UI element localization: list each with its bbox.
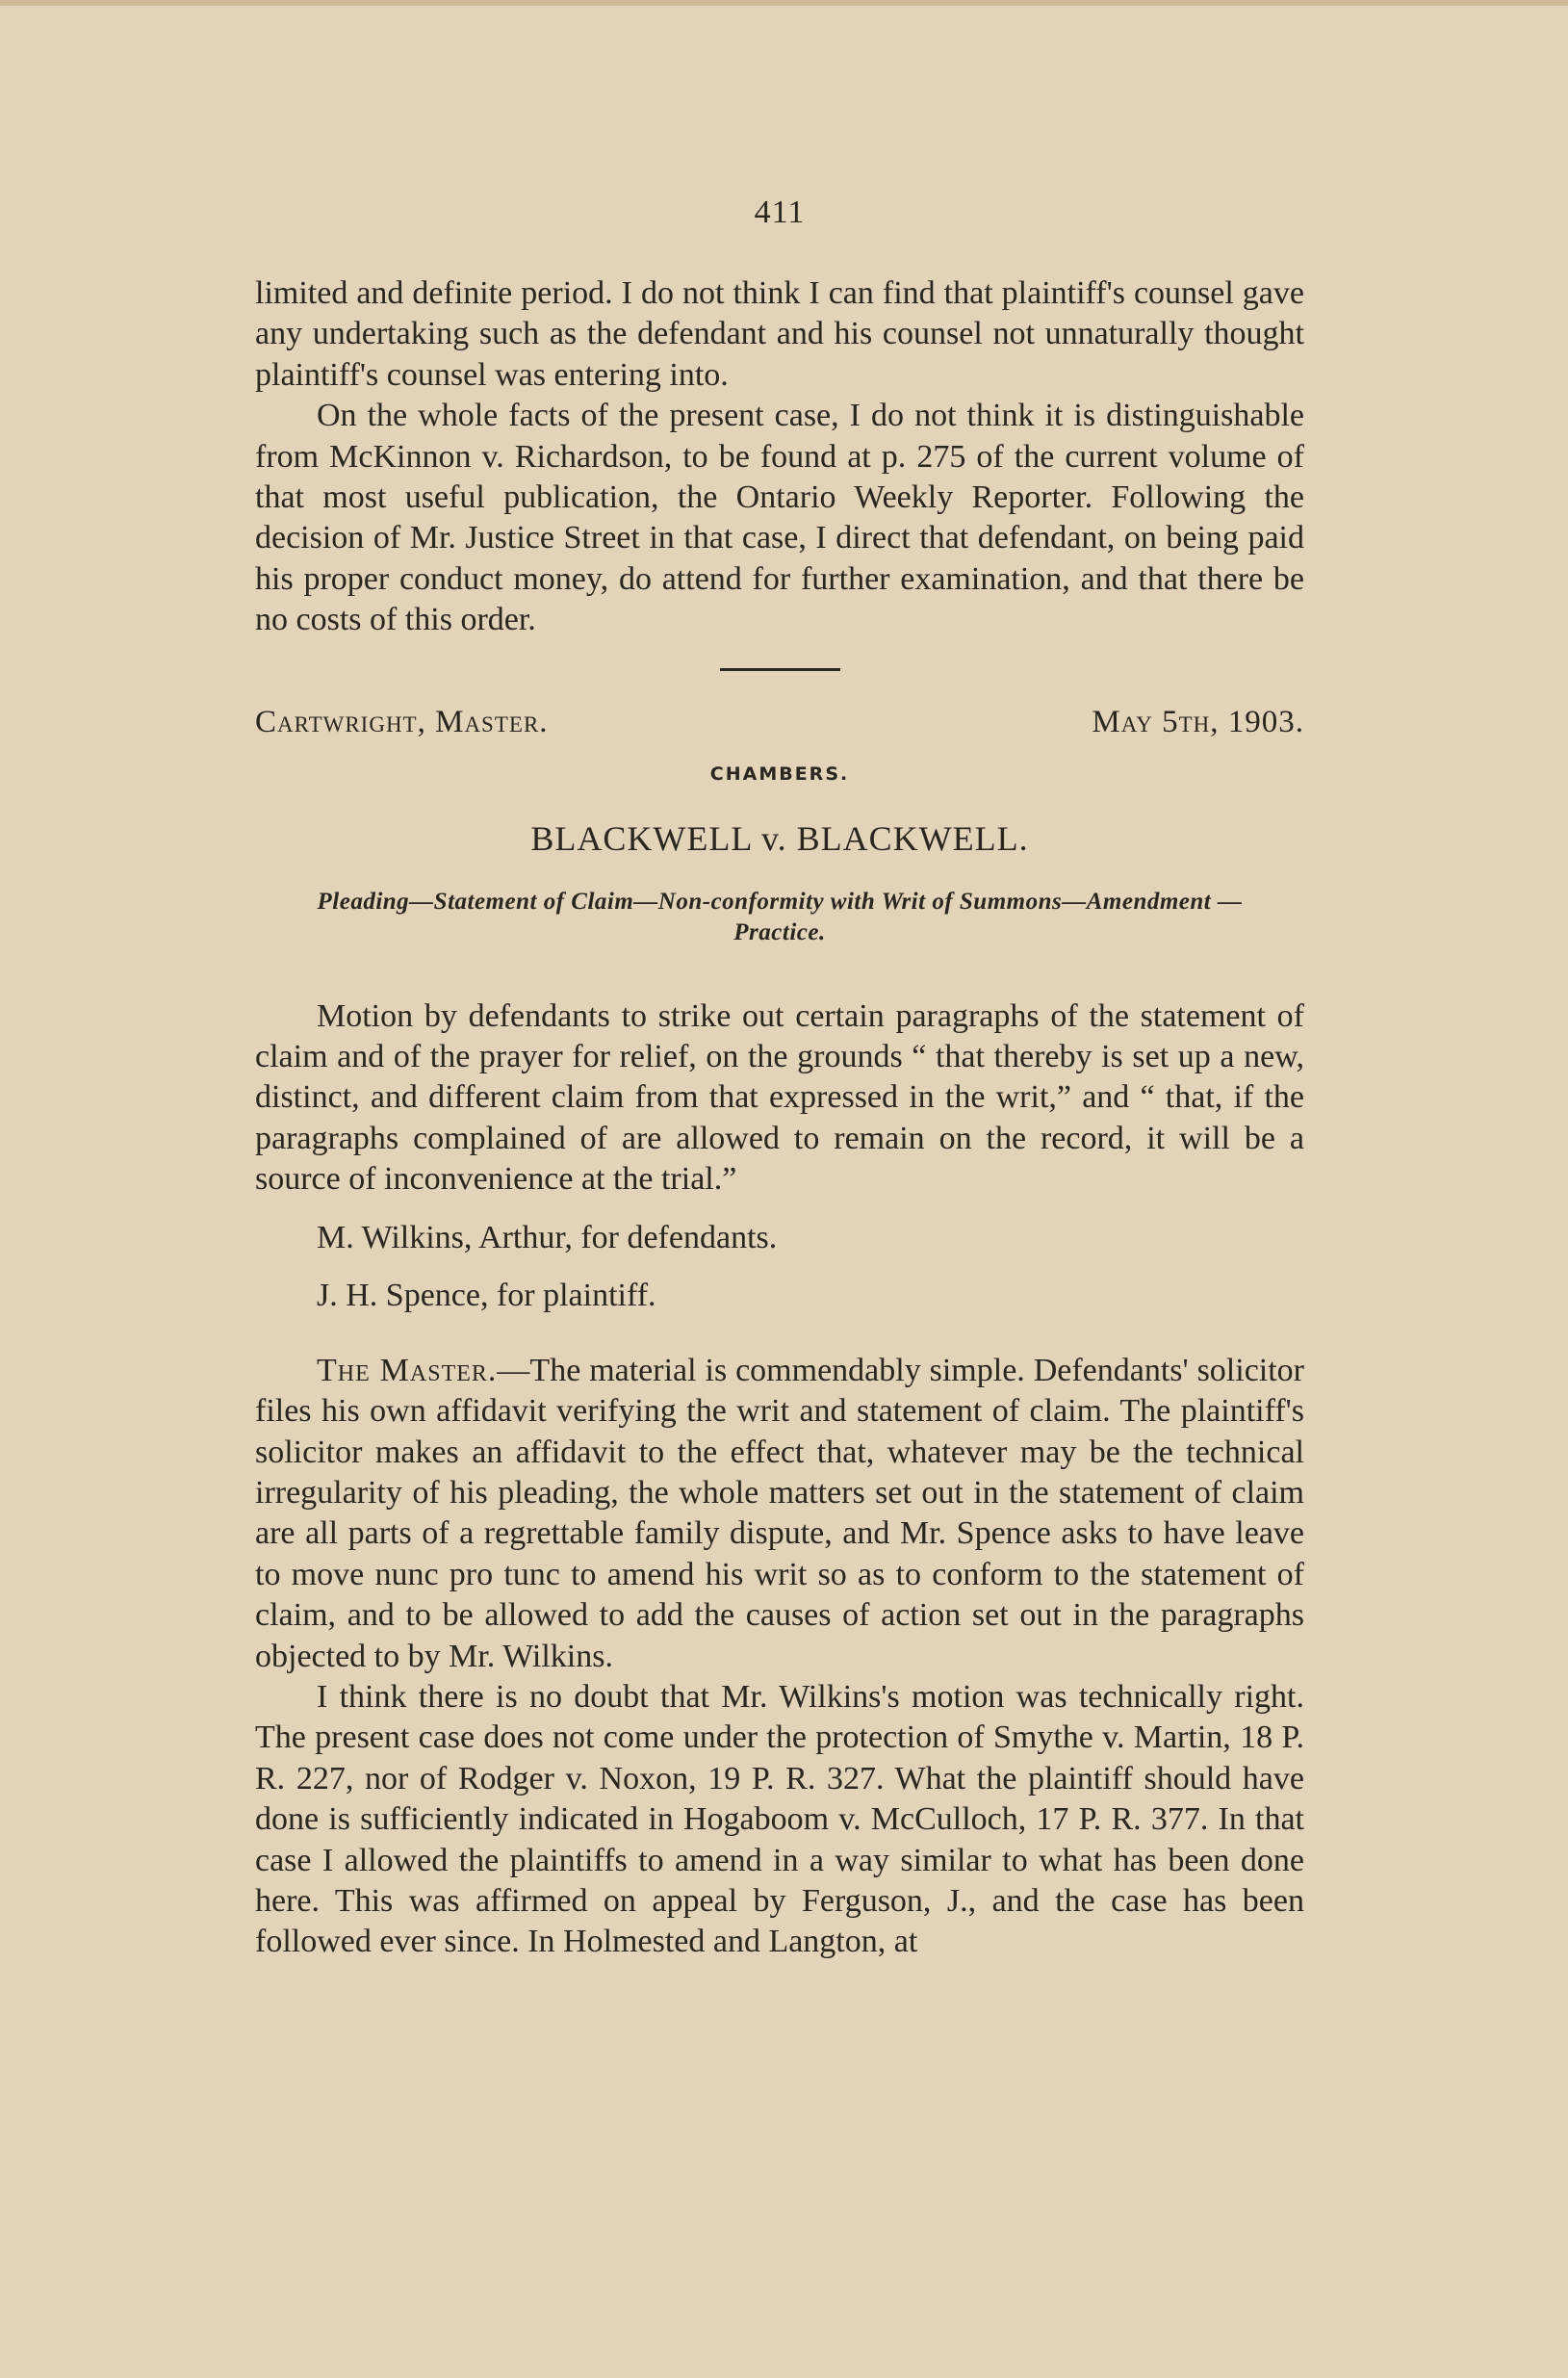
judgment-speaker: The Master. <box>317 1352 498 1388</box>
judgment-paragraph-2: I think there is no doubt that Mr. Wilkins's motion was technically right. The present case does not come under the protection of Smythe v. Martin, 18 P. R. 227, nor of Rodger v. Noxon, 19 P. R. 327. What the plaintiff should have done is sufficiently indicated in Hogaboom v. McCulloch, 17 P. R. 377. In that case I allowed the plaintiffs to amend in a way similar to what has been done here. This was affirmed on appeal by Ferguson, J., and the case has been followed ever since. In Holmested and Langton, at <box>255 1678 1304 1960</box>
counsel-plaintiff: J. H. Spence, for plaintiff. <box>317 1277 656 1313</box>
judgment-text-1: —The material is commendably simple. Defendants' solicitor files his own affidavit verifying the writ and statement of claim. The plaintiff's solicitor makes an affidavit to the effect that, whatever may be the technical irregularity of his pleading, the whole matters set out in the statement of claim are all parts of a regrettable family dispute, and Mr. Spence asks to have leave to move nunc pro tunc to amend his writ so as to conform to the statement of claim, and to be allowed to add the causes of action set out in the paragraphs objected to by Mr. Wilkins. <box>255 1352 1304 1674</box>
judgment-paragraph-1 <box>255 1351 1304 1677</box>
page-number: 411 <box>754 194 806 230</box>
counsel-defendants: M. Wilkins, Arthur, for defendants. <box>317 1219 778 1255</box>
closing-paragraph: On the whole facts of the present case, I do not think it is distinguishable from McKinnon v. Richardson, to be found at p. 275 of the current volume of that most useful publication, the Ontario Weekly Reporter. Following the decision of Mr. Justice Street in that case, I direct that defendant, on being paid his proper conduct money, do attend for further examination, and that there be no costs of this order. <box>255 398 1304 638</box>
spacer <box>255 1258 1304 1276</box>
section-divider <box>720 668 840 671</box>
case-caption <box>255 702 1304 742</box>
headnote: Pleading—Statement of Claim—Non-conformity with Writ of Summons—Amendment — Practice. <box>317 888 1243 945</box>
spacer <box>255 1201 1304 1218</box>
page-top-edge <box>0 0 1568 6</box>
judge-name: Cartwright, Master. <box>255 704 549 739</box>
decision-date: May 5th, 1903. <box>1092 704 1304 739</box>
case-title: BLACKWELL v. BLACKWELL. <box>530 818 1029 858</box>
motion-paragraph: Motion by defendants to strike out certain paragraphs of the statement of claim and of the prayer for relief, on the grounds “ that thereby is set up a new, distinct, and different claim from that expressed in the writ,” and “ that, if the paragraphs complained of are allowed to remain on the record, it will be a source of inconvenience at the trial.” <box>255 997 1304 1198</box>
court-label: CHAMBERS. <box>709 763 850 785</box>
continued-paragraph: limited and definite period. I do not think I can find that plaintiff's counsel gave any undertaking such as the defendant and his counsel not unnaturally thought plaintiff's counsel was entering into. <box>255 275 1304 393</box>
book-page <box>255 193 1304 1963</box>
spacer <box>255 1316 1304 1351</box>
